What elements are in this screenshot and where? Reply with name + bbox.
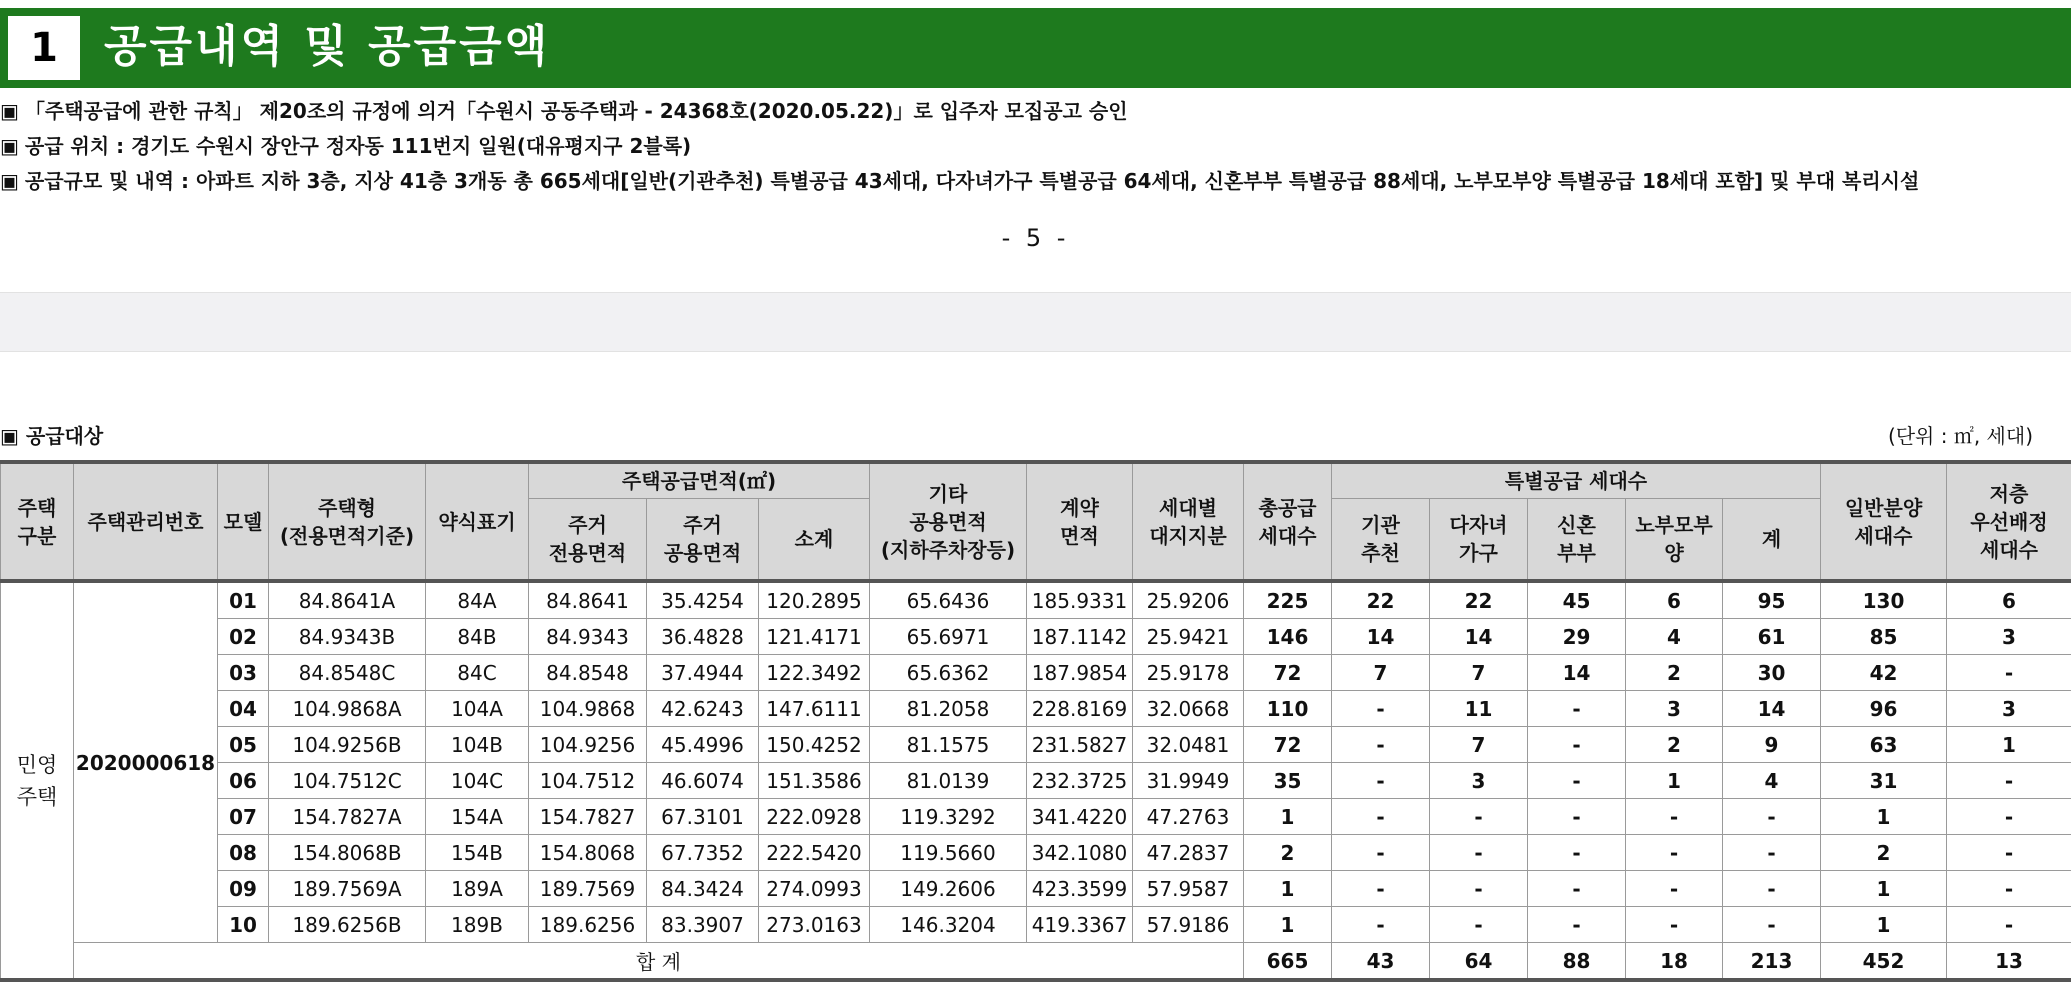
total-inst: 43 [1332,943,1430,981]
cell-low: 3 [1947,619,2071,655]
cell-total: 146 [1244,619,1332,655]
cell-newly: - [1528,727,1626,763]
cell-subtotal: 122.3492 [759,655,870,691]
col-supply-area-group: 주택공급면적(㎡) [529,462,870,499]
cell-total: 110 [1244,691,1332,727]
cell-subtotal: 151.3586 [759,763,870,799]
note-marker: ▣ [0,99,19,123]
cell-general: 96 [1821,691,1947,727]
cell-sp: - [1723,907,1821,943]
cell-other: 65.6362 [870,655,1027,691]
col-land-share: 세대별 대지지분 [1133,462,1244,581]
cell-elder: 2 [1626,655,1723,691]
cell-other: 81.0139 [870,763,1027,799]
cell-land: 31.9949 [1133,763,1244,799]
cell-model: 10 [218,907,269,943]
cell-subtotal: 120.2895 [759,581,870,619]
cell-general: 1 [1821,799,1947,835]
cell-low: 3 [1947,691,2071,727]
cell-type: 84.8641A [269,581,426,619]
section-number: 1 [8,16,80,80]
cell-general: 1 [1821,907,1947,943]
cell-low: - [1947,655,2071,691]
col-general-units: 일반분양 세대수 [1821,462,1947,581]
row-group-label: 민영 주택 [1,581,74,980]
cell-total: 72 [1244,727,1332,763]
cell-multi: 7 [1430,727,1528,763]
supply-target-title [0,420,103,449]
table-row [1,581,2071,619]
col-low-floor: 저층 우선배정 세대수 [1947,462,2071,581]
table-row [1,763,2071,799]
cell-total: 225 [1244,581,1332,619]
table-row [1,655,2071,691]
cell-land: 32.0668 [1133,691,1244,727]
cell-low: 1 [1947,727,2071,763]
col-special-total: 계 [1723,499,1821,582]
note-text: 공급규모 및 내역 : 아파트 지하 3층, 지상 41층 3개동 총 665세대[일반(기관추천) 특별공급 43세대, 다자녀가구 특별공급 64세대, 신혼부부 특별공급 88세대, 노부모부양 특별공급 18세대 포함] 및 부대 복리시설 [24,169,1920,193]
cell-total: 72 [1244,655,1332,691]
cell-common: 36.4828 [647,619,759,655]
cell-excl: 189.7569 [529,871,647,907]
page-number: - 5 - [1001,224,1070,252]
table-row [1,727,2071,763]
total-sp: 213 [1723,943,1821,981]
cell-land: 25.9178 [1133,655,1244,691]
cell-excl: 154.8068 [529,835,647,871]
cell-common: 83.3907 [647,907,759,943]
col-housing-type: 주택 구분 [1,462,74,581]
cell-multi: - [1430,871,1528,907]
cell-abbr: 154A [426,799,529,835]
note-marker: ▣ [0,424,19,448]
cell-newly: - [1528,691,1626,727]
cell-type: 189.7569A [269,871,426,907]
cell-subtotal: 150.4252 [759,727,870,763]
cell-land: 32.0481 [1133,727,1244,763]
cell-multi: 7 [1430,655,1528,691]
cell-model: 06 [218,763,269,799]
cell-newly: - [1528,763,1626,799]
cell-abbr: 104A [426,691,529,727]
cell-inst: - [1332,691,1430,727]
cell-model: 07 [218,799,269,835]
note-text: 공급 위치 : 경기도 수원시 장안구 정자동 111번지 일원(대유평지구 2블록) [24,134,692,158]
cell-excl: 104.9256 [529,727,647,763]
cell-abbr: 84C [426,655,529,691]
cell-abbr: 104B [426,727,529,763]
cell-type: 189.6256B [269,907,426,943]
note-text: 「주택공급에 관한 규칙」 제20조의 규정에 의거「수원시 공동주택과 - 24368호(2020.05.22)」로 입주자 모집공고 승인 [24,99,1128,123]
cell-land: 25.9421 [1133,619,1244,655]
cell-subtotal: 147.6111 [759,691,870,727]
cell-abbr: 154B [426,835,529,871]
cell-elder: 3 [1626,691,1723,727]
cell-model: 01 [218,581,269,619]
cell-type: 84.9343B [269,619,426,655]
cell-subtotal: 274.0993 [759,871,870,907]
table-row [1,691,2071,727]
cell-model: 08 [218,835,269,871]
cell-contract: 187.9854 [1027,655,1133,691]
cell-inst: - [1332,907,1430,943]
cell-multi: 22 [1430,581,1528,619]
cell-general: 85 [1821,619,1947,655]
cell-contract: 185.9331 [1027,581,1133,619]
cell-sp: 61 [1723,619,1821,655]
cell-total: 1 [1244,871,1332,907]
cell-elder: - [1626,799,1723,835]
cell-other: 65.6971 [870,619,1027,655]
cell-abbr: 189A [426,871,529,907]
cell-sp: - [1723,871,1821,907]
cell-excl: 189.6256 [529,907,647,943]
cell-contract: 228.8169 [1027,691,1133,727]
note-location [0,131,691,161]
cell-elder: - [1626,907,1723,943]
cell-elder: - [1626,835,1723,871]
col-type: 주택형 (전용면적기준) [269,462,426,581]
col-exclusive-area: 주거 전용면적 [529,499,647,582]
col-total-units: 총공급 세대수 [1244,462,1332,581]
total-newly: 88 [1528,943,1626,981]
supply-table [0,460,2071,982]
cell-low: - [1947,763,2071,799]
cell-other: 81.1575 [870,727,1027,763]
cell-multi: 11 [1430,691,1528,727]
cell-land: 47.2837 [1133,835,1244,871]
col-abbr: 약식표기 [426,462,529,581]
cell-common: 67.3101 [647,799,759,835]
cell-newly: - [1528,835,1626,871]
cell-common: 42.6243 [647,691,759,727]
cell-other: 146.3204 [870,907,1027,943]
cell-total: 35 [1244,763,1332,799]
cell-general: 31 [1821,763,1947,799]
col-common-area: 주거 공용면적 [647,499,759,582]
cell-sp: 30 [1723,655,1821,691]
cell-other: 119.5660 [870,835,1027,871]
cell-newly: - [1528,907,1626,943]
cell-model: 03 [218,655,269,691]
totals-label: 합 계 [74,943,1244,981]
cell-multi: - [1430,907,1528,943]
cell-other: 119.3292 [870,799,1027,835]
cell-land: 25.9206 [1133,581,1244,619]
cell-contract: 232.3725 [1027,763,1133,799]
cell-multi: 14 [1430,619,1528,655]
totals-row [1,943,2071,981]
cell-inst: - [1332,727,1430,763]
cell-inst: 7 [1332,655,1430,691]
cell-total: 2 [1244,835,1332,871]
page-separator [0,292,2071,352]
table-row [1,871,2071,907]
cell-excl: 84.8641 [529,581,647,619]
cell-abbr: 104C [426,763,529,799]
cell-excl: 154.7827 [529,799,647,835]
cell-model: 05 [218,727,269,763]
cell-low: - [1947,871,2071,907]
cell-land: 57.9186 [1133,907,1244,943]
cell-elder: 2 [1626,727,1723,763]
col-elderly-parent: 노부모부 양 [1626,499,1723,582]
cell-multi: - [1430,835,1528,871]
cell-subtotal: 273.0163 [759,907,870,943]
cell-common: 37.4944 [647,655,759,691]
cell-excl: 84.8548 [529,655,647,691]
note-approval [0,96,1128,126]
total-general: 452 [1821,943,1947,981]
table-row [1,835,2071,871]
cell-type: 154.8068B [269,835,426,871]
cell-type: 104.7512C [269,763,426,799]
col-institution: 기관 추천 [1332,499,1430,582]
cell-newly: - [1528,871,1626,907]
total-multi: 64 [1430,943,1528,981]
cell-excl: 104.7512 [529,763,647,799]
cell-multi: 3 [1430,763,1528,799]
cell-inst: - [1332,871,1430,907]
table-row [1,799,2071,835]
cell-type: 154.7827A [269,799,426,835]
cell-contract: 419.3367 [1027,907,1133,943]
cell-sp: - [1723,835,1821,871]
col-newlywed: 신혼 부부 [1528,499,1626,582]
section-header-bar [0,8,2071,88]
cell-other: 149.2606 [870,871,1027,907]
cell-common: 67.7352 [647,835,759,871]
col-model: 모델 [218,462,269,581]
cell-abbr: 84A [426,581,529,619]
cell-common: 46.6074 [647,763,759,799]
total-low: 13 [1947,943,2071,981]
cell-excl: 104.9868 [529,691,647,727]
cell-low: - [1947,799,2071,835]
cell-common: 84.3424 [647,871,759,907]
note-marker: ▣ [0,134,19,158]
total-elder: 18 [1626,943,1723,981]
cell-subtotal: 222.0928 [759,799,870,835]
cell-general: 130 [1821,581,1947,619]
cell-multi: - [1430,799,1528,835]
cell-type: 84.8548C [269,655,426,691]
section-title: 공급내역 및 공급금액 [104,21,551,72]
cell-abbr: 189B [426,907,529,943]
cell-model: 04 [218,691,269,727]
col-multi-child: 다자녀 가구 [1430,499,1528,582]
cell-excl: 84.9343 [529,619,647,655]
unit-label: (단위 : ㎡, 세대) [1887,424,2033,448]
cell-inst: 22 [1332,581,1430,619]
cell-elder: 1 [1626,763,1723,799]
cell-inst: - [1332,799,1430,835]
cell-sp: 4 [1723,763,1821,799]
cell-sp: 95 [1723,581,1821,619]
cell-general: 63 [1821,727,1947,763]
cell-type: 104.9256B [269,727,426,763]
cell-contract: 341.4220 [1027,799,1133,835]
cell-inst: - [1332,835,1430,871]
cell-land: 47.2763 [1133,799,1244,835]
note-scale [0,166,1919,196]
table-row [1,619,2071,655]
cell-subtotal: 121.4171 [759,619,870,655]
col-other-area: 기타 공용면적 (지하주차장등) [870,462,1027,581]
cell-newly: - [1528,799,1626,835]
cell-other: 81.2058 [870,691,1027,727]
cell-type: 104.9868A [269,691,426,727]
cell-total: 1 [1244,907,1332,943]
cell-total: 1 [1244,799,1332,835]
cell-common: 45.4996 [647,727,759,763]
cell-newly: 45 [1528,581,1626,619]
col-subtotal: 소계 [759,499,870,582]
cell-inst: - [1332,763,1430,799]
col-special-group: 특별공급 세대수 [1332,462,1821,499]
mgmt-no-cell: 2020000618 [74,581,218,943]
cell-low: 6 [1947,581,2071,619]
cell-general: 2 [1821,835,1947,871]
cell-low: - [1947,835,2071,871]
cell-newly: 14 [1528,655,1626,691]
total-total: 665 [1244,943,1332,981]
cell-contract: 342.1080 [1027,835,1133,871]
cell-subtotal: 222.5420 [759,835,870,871]
cell-elder: 4 [1626,619,1723,655]
cell-model: 09 [218,871,269,907]
supply-target-label: 공급대상 [25,424,104,448]
cell-common: 35.4254 [647,581,759,619]
note-marker: ▣ [0,169,19,193]
cell-general: 42 [1821,655,1947,691]
cell-elder: 6 [1626,581,1723,619]
cell-low: - [1947,907,2071,943]
col-contract-area: 계약 면적 [1027,462,1133,581]
cell-sp: - [1723,799,1821,835]
cell-sp: 14 [1723,691,1821,727]
cell-abbr: 84B [426,619,529,655]
cell-contract: 187.1142 [1027,619,1133,655]
cell-elder: - [1626,871,1723,907]
cell-sp: 9 [1723,727,1821,763]
table-row [1,907,2071,943]
cell-contract: 423.3599 [1027,871,1133,907]
cell-land: 57.9587 [1133,871,1244,907]
cell-inst: 14 [1332,619,1430,655]
cell-other: 65.6436 [870,581,1027,619]
cell-model: 02 [218,619,269,655]
cell-newly: 29 [1528,619,1626,655]
cell-general: 1 [1821,871,1947,907]
cell-contract: 231.5827 [1027,727,1133,763]
col-mgmt-no: 주택관리번호 [74,462,218,581]
